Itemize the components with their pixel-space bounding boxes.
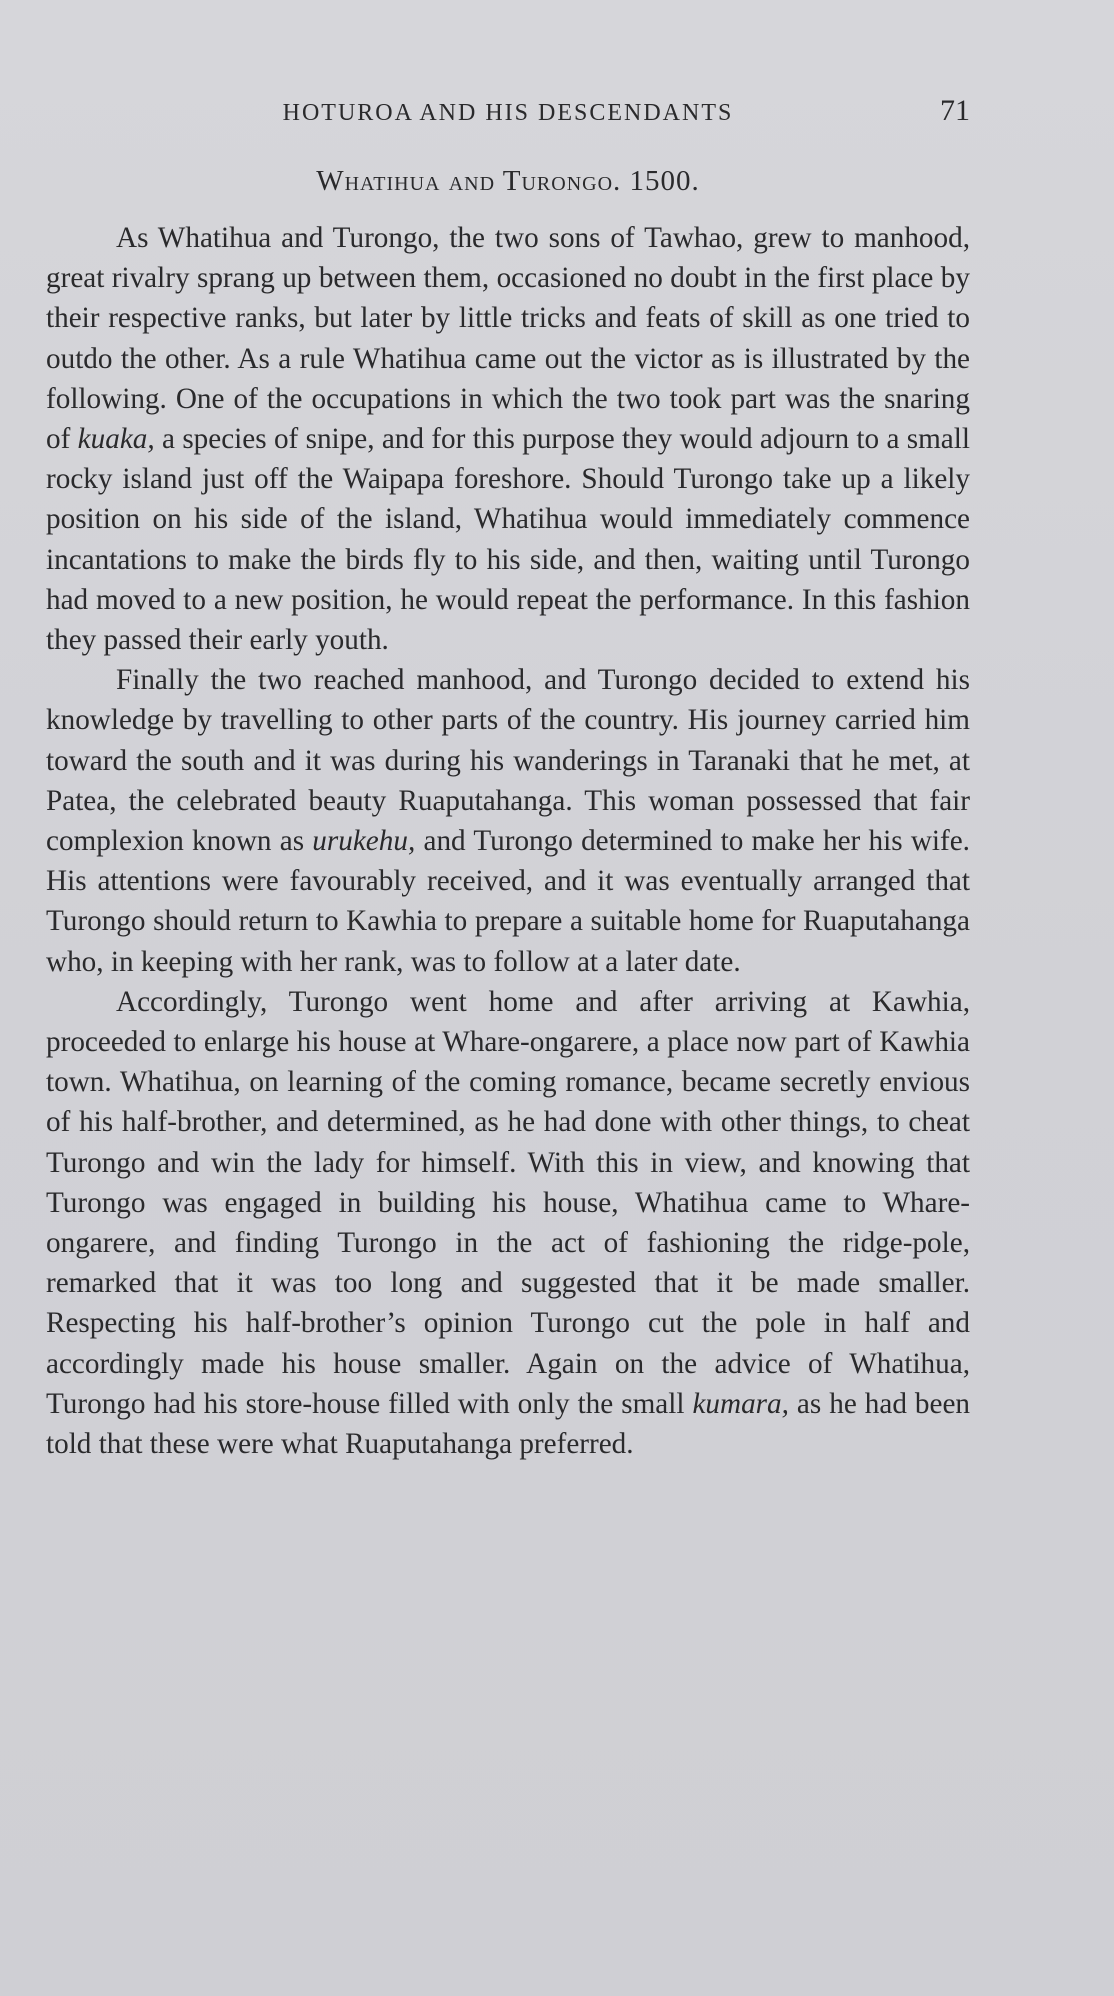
paragraph-3-text-b: as he had been told that these were what Ruaputahanga preferred. (46, 1387, 971, 1461)
paragraph-1 (46, 218, 970, 660)
paragraph-3-italic-term: kumara, (692, 1387, 789, 1420)
paragraph-1-italic-term: kuaka, (77, 423, 155, 456)
body-text (46, 218, 970, 1464)
paragraph-3 (46, 982, 970, 1464)
paragraph-1-text-b: a species of snipe, and for this purpose they would adjourn to a small rocky island just off the Waipapa foreshore. Should Turongo take up a likely position on his side of the island, Whatihua would immediately commence incantations to make the birds fly to his side, and then, waiting until Turongo had moved to a new position, he would repeat the performance. In this fashion they passed their early youth. (46, 423, 970, 657)
paragraph-2 (46, 660, 970, 982)
page-number: 71 (940, 94, 970, 127)
paragraph-1-text-a: As Whatihua and Turongo, the two sons of Tawhao, grew to manhood, great rivalry sprang up between them, occasioned no doubt in the first place by their respective ranks, but later by little tricks and feats of skill as one tried to outdo the other. As a rule Whatihua came out the victor as is illustrated by the following. One of the occupations in which the two took part was the snaring of (46, 222, 970, 456)
paragraph-2-italic-term: urukehu, (312, 825, 416, 858)
running-title: HOTUROA AND HIS DESCENDANTS (282, 100, 734, 126)
paragraph-2-text-a: Finally the two reached manhood, and Turongo decided to extend his knowledge by travelling to other parts of the country. His journey carried him toward the south and it was during his wanderings in Taranaki that he met, at Patea, the celebrated beauty Ruaputahanga. This woman possessed that fair complexion known as (46, 664, 970, 858)
section-heading: Whatihua and Turongo. 1500. (316, 165, 700, 197)
running-head (46, 92, 970, 132)
paragraph-2-text-b: and Turongo determined to make her his wife. His attentions were favourably received, and it was eventually arranged that Turongo should return to Kawhia to prepare a suitable home for Ruaputahanga who, in keeping with her rank, was to follow at a later date. (46, 825, 970, 978)
paragraph-3-text-a: Accordingly, Turongo went home and after arriving at Kawhia, proceeded to enlarge his house at Whare-ongarere, a place now part of Kawhia town. Whatihua, on learning of the coming romance, became secretly envious of his half-brother, and determined, as he had done with other things, to cheat Turongo and win the lady for himself. With this in view, and knowing that Turongo was engaged in building his house, Whatihua came to Whare-ongarere, and finding Turongo in the act of fashioning the ridge-pole, remarked that it was too long and suggested that it be made smaller. Respecting his half-brother’s opinion Turongo cut the pole in half and accordingly made his house smaller. Again on the advice of Whatihua, Turongo had his store-house filled with only the small (46, 985, 970, 1420)
